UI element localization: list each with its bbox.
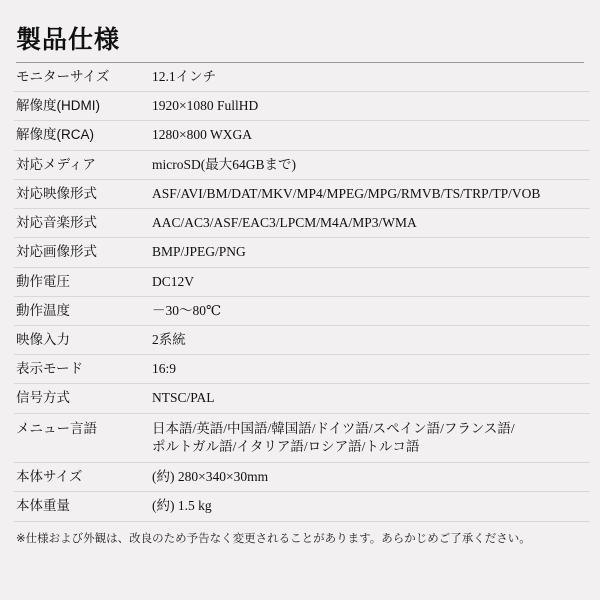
spec-value: ASF/AVI/BM/DAT/MKV/MP4/MPEG/MPG/RMVB/TS/TRP/TP/VOB	[146, 179, 590, 208]
spec-label: 解像度(HDMI)	[14, 92, 146, 121]
spec-value: －30〜80℃	[146, 296, 590, 325]
table-row	[14, 150, 590, 179]
spec-value: 1280×800 WXGA	[146, 121, 590, 150]
spec-label: 映像入力	[14, 325, 146, 354]
spec-value: (約) 280×340×30mm	[146, 463, 590, 492]
spec-value-line-1: 日本語/英語/中国語/韓国語/ドイツ語/スペイン語/フランス語/	[152, 420, 515, 436]
table-row	[14, 325, 590, 354]
spec-label: 本体サイズ	[14, 463, 146, 492]
table-row	[14, 179, 590, 208]
spec-label: 対応映像形式	[14, 179, 146, 208]
spec-label: 解像度(RCA)	[14, 121, 146, 150]
spec-label: 対応音楽形式	[14, 209, 146, 238]
spec-value	[146, 413, 590, 462]
spec-value: microSD(最大64GBまで)	[146, 150, 590, 179]
spec-label: 対応画像形式	[14, 238, 146, 267]
table-row	[14, 121, 590, 150]
spec-value-line-2: ポルトガル語/イタリア語/ロシア語/トルコ語	[152, 438, 420, 454]
spec-value: BMP/JPEG/PNG	[146, 238, 590, 267]
spec-label: モニターサイズ	[14, 63, 146, 92]
table-row	[14, 413, 590, 462]
spec-label: 信号方式	[14, 384, 146, 413]
table-row	[14, 355, 590, 384]
footnote: ※仕様および外観は、改良のため予告なく変更されることがあります。あらかじめご了承ください。	[16, 532, 531, 545]
spec-value: NTSC/PAL	[146, 384, 590, 413]
table-row	[14, 492, 590, 521]
spec-label: 対応メディア	[14, 150, 146, 179]
specifications-table	[14, 63, 590, 522]
table-row	[14, 209, 590, 238]
table-row	[14, 63, 590, 92]
spec-label: 動作電圧	[14, 267, 146, 296]
spec-value: (約) 1.5 kg	[146, 492, 590, 521]
table-row	[14, 92, 590, 121]
table-row	[14, 384, 590, 413]
spec-value: 12.1インチ	[146, 63, 590, 92]
table-row	[14, 463, 590, 492]
spec-label: 表示モード	[14, 355, 146, 384]
spec-label: 本体重量	[14, 492, 146, 521]
spec-value: AAC/AC3/ASF/EAC3/LPCM/M4A/MP3/WMA	[146, 209, 590, 238]
table-row	[14, 267, 590, 296]
spec-label: メニュー言語	[14, 413, 146, 462]
spec-value: 16:9	[146, 355, 590, 384]
table-row	[14, 238, 590, 267]
spec-value: 1920×1080 FullHD	[146, 92, 590, 121]
table-row	[14, 296, 590, 325]
spec-value: 2系統	[146, 325, 590, 354]
spec-label: 動作温度	[14, 296, 146, 325]
spec-value: DC12V	[146, 267, 590, 296]
page-title: 製品仕様	[16, 26, 121, 54]
